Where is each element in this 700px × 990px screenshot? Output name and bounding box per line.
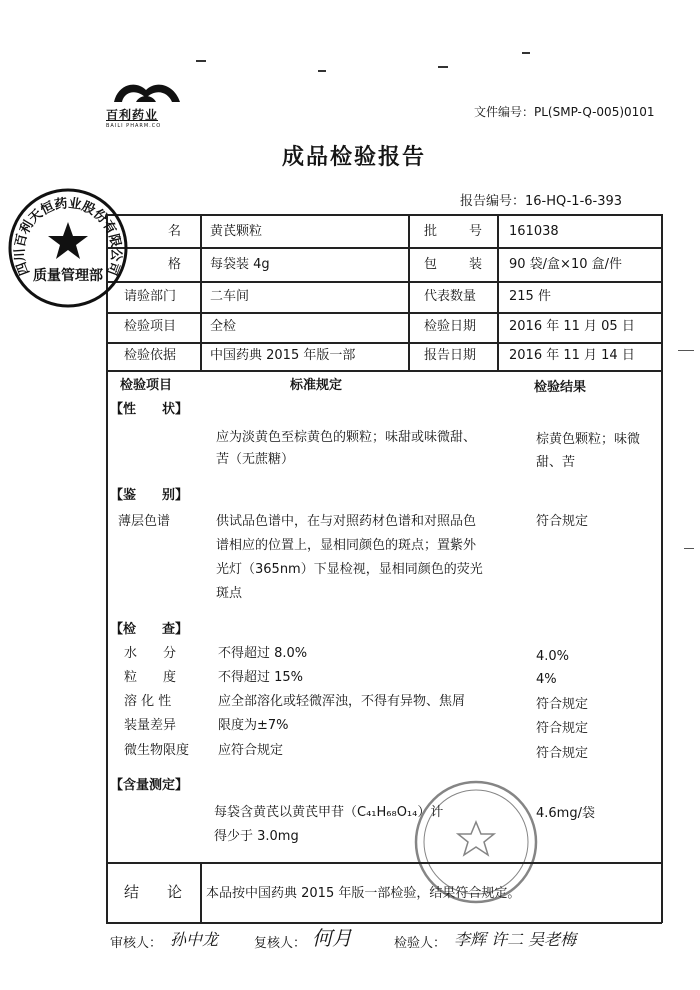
section-assay: 【含量测定】 bbox=[110, 778, 189, 793]
solubility-standard: 应全部溶化或轻微浑浊，不得有异物、焦屑 bbox=[218, 694, 466, 709]
table-border-left bbox=[106, 214, 108, 923]
table-border-right bbox=[661, 214, 663, 923]
label-batch-no: 批 号 bbox=[424, 224, 482, 239]
col-header-standard: 标准规定 bbox=[290, 378, 343, 393]
solubility-label: 溶 化 性 bbox=[124, 694, 172, 709]
quantity-value: 215 件 bbox=[509, 289, 551, 304]
label-test-date: 检验日期 bbox=[424, 319, 477, 334]
fill-variation-result: 符合规定 bbox=[536, 721, 589, 736]
conclusion-col-divider bbox=[200, 862, 202, 923]
document-number: 文件编号：PL(SMP-Q-005)0101 bbox=[474, 105, 655, 119]
inspector-signature: 李辉 许二 吴老梅 bbox=[454, 930, 577, 949]
table-border-top bbox=[106, 214, 662, 216]
label-department: 请验部门 bbox=[124, 289, 177, 304]
inspection-seal-stamp bbox=[412, 778, 540, 906]
test-basis-value: 中国药典 2015 年版一部 bbox=[210, 348, 356, 363]
particle-size-label: 粒 度 bbox=[124, 670, 176, 685]
scan-speck bbox=[196, 60, 206, 62]
label-spec: 格 bbox=[168, 257, 182, 272]
tlc-label: 薄层色谱 bbox=[118, 514, 171, 529]
char-standard-line1: 应为淡黄色至棕黄色的颗粒；味甜或味微甜、 bbox=[216, 430, 477, 445]
row-divider bbox=[106, 312, 662, 314]
fill-variation-standard: 限度为±7% bbox=[218, 718, 289, 733]
assay-standard-line2: 得少于 3.0mg bbox=[214, 829, 299, 844]
test-date-value: 2016 年 11 月 05 日 bbox=[509, 319, 635, 334]
reviewer-signature: 孙中龙 bbox=[170, 930, 219, 949]
spec-value: 每袋装 4g bbox=[210, 257, 270, 272]
particle-size-standard: 不得超过 15% bbox=[218, 670, 304, 685]
inspector-label: 检验人： bbox=[394, 936, 447, 951]
char-result-line1: 棕黄色颗粒；味微 bbox=[536, 432, 641, 447]
label-quantity: 代表数量 bbox=[424, 289, 477, 304]
label-product-name: 名 bbox=[168, 224, 182, 239]
col-header-item: 检验项目 bbox=[120, 378, 173, 393]
page-title: 成品检验报告 bbox=[282, 145, 427, 170]
section-characteristics: 【性 状】 bbox=[110, 402, 189, 417]
section-identification: 【鉴 别】 bbox=[110, 488, 189, 503]
star-icon bbox=[48, 222, 88, 259]
label-packaging: 包 装 bbox=[424, 257, 482, 272]
stamp-center-text: 质量管理部 bbox=[33, 268, 103, 284]
batch-no: 161038 bbox=[509, 224, 559, 239]
char-result-line2: 甜、苦 bbox=[536, 455, 576, 470]
col-divider bbox=[408, 214, 410, 371]
conclusion-label: 结 论 bbox=[124, 883, 182, 901]
scan-speck bbox=[522, 52, 530, 54]
tlc-standard-line1: 供试品色谱中，在与对照药材色谱和对照品色 bbox=[216, 514, 477, 529]
microbial-limit-standard: 应符合规定 bbox=[218, 743, 284, 758]
fill-variation-label: 装量差异 bbox=[124, 718, 177, 733]
col-header-result: 检验结果 bbox=[534, 380, 587, 395]
char-standard-line2: 苦（无蔗糖） bbox=[216, 452, 295, 467]
row-divider bbox=[106, 281, 662, 283]
solubility-result: 符合规定 bbox=[536, 697, 589, 712]
label-test-item: 检验项目 bbox=[124, 319, 177, 334]
reviewer-label: 审核人： bbox=[110, 936, 163, 951]
logo-arches-icon bbox=[106, 78, 188, 102]
scan-speck bbox=[318, 70, 326, 72]
company-logo bbox=[106, 78, 188, 129]
water-result: 4.0% bbox=[536, 649, 570, 664]
label-test-basis: 检验依据 bbox=[124, 348, 177, 363]
conclusion-text: 本品按中国药典 2015 年版一部检验，结果符合规定。 bbox=[206, 886, 521, 901]
tlc-result: 符合规定 bbox=[536, 514, 589, 529]
scan-speck bbox=[438, 66, 448, 68]
particle-size-result: 4% bbox=[536, 672, 557, 687]
tlc-standard-line4: 斑点 bbox=[216, 586, 243, 601]
assay-standard-line1: 每袋含黄芪以黄芪甲苷（C₄₁H₆₈O₁₄）计 bbox=[214, 805, 444, 820]
col-divider bbox=[200, 214, 202, 371]
row-divider bbox=[106, 370, 662, 372]
col-divider bbox=[497, 214, 499, 371]
stamp-arc-text: 四川百利天恒药业股份有限公司 bbox=[12, 196, 124, 278]
department-value: 二车间 bbox=[210, 289, 250, 304]
tlc-standard-line3: 光灯（365nm）下显检视，显相同颜色的荧光 bbox=[216, 562, 483, 577]
rechecker-label: 复核人： bbox=[254, 936, 307, 951]
microbial-limit-result: 符合规定 bbox=[536, 746, 589, 761]
label-report-date: 报告日期 bbox=[424, 348, 477, 363]
product-name: 黄芪颗粒 bbox=[210, 224, 263, 239]
microbial-limit-label: 微生物限度 bbox=[124, 743, 190, 758]
section-inspection: 【检 查】 bbox=[110, 622, 189, 637]
water-standard: 不得超过 8.0% bbox=[218, 646, 308, 661]
row-divider bbox=[106, 247, 662, 249]
logo-text: 百利药业 bbox=[106, 108, 159, 122]
rechecker-signature: 何月 bbox=[312, 926, 352, 950]
quality-dept-stamp bbox=[6, 186, 130, 310]
water-label: 水 分 bbox=[124, 646, 176, 661]
logo-subtitle: BAILI PHARM.CO bbox=[106, 123, 162, 129]
test-item-value: 全检 bbox=[210, 319, 237, 334]
scan-speck bbox=[678, 350, 694, 351]
report-number: 报告编号：16-HQ-1-6-393 bbox=[460, 194, 623, 209]
row-divider bbox=[106, 342, 662, 344]
table-border-bottom bbox=[106, 922, 662, 924]
scan-speck bbox=[684, 548, 694, 549]
conclusion-divider bbox=[106, 862, 662, 864]
assay-result: 4.6mg/袋 bbox=[536, 806, 595, 821]
tlc-standard-line2: 谱相应的位置上，显相同颜色的斑点；置紫外 bbox=[216, 538, 477, 553]
packaging-value: 90 袋/盒×10 盒/件 bbox=[509, 257, 623, 272]
report-date-value: 2016 年 11 月 14 日 bbox=[509, 348, 635, 363]
